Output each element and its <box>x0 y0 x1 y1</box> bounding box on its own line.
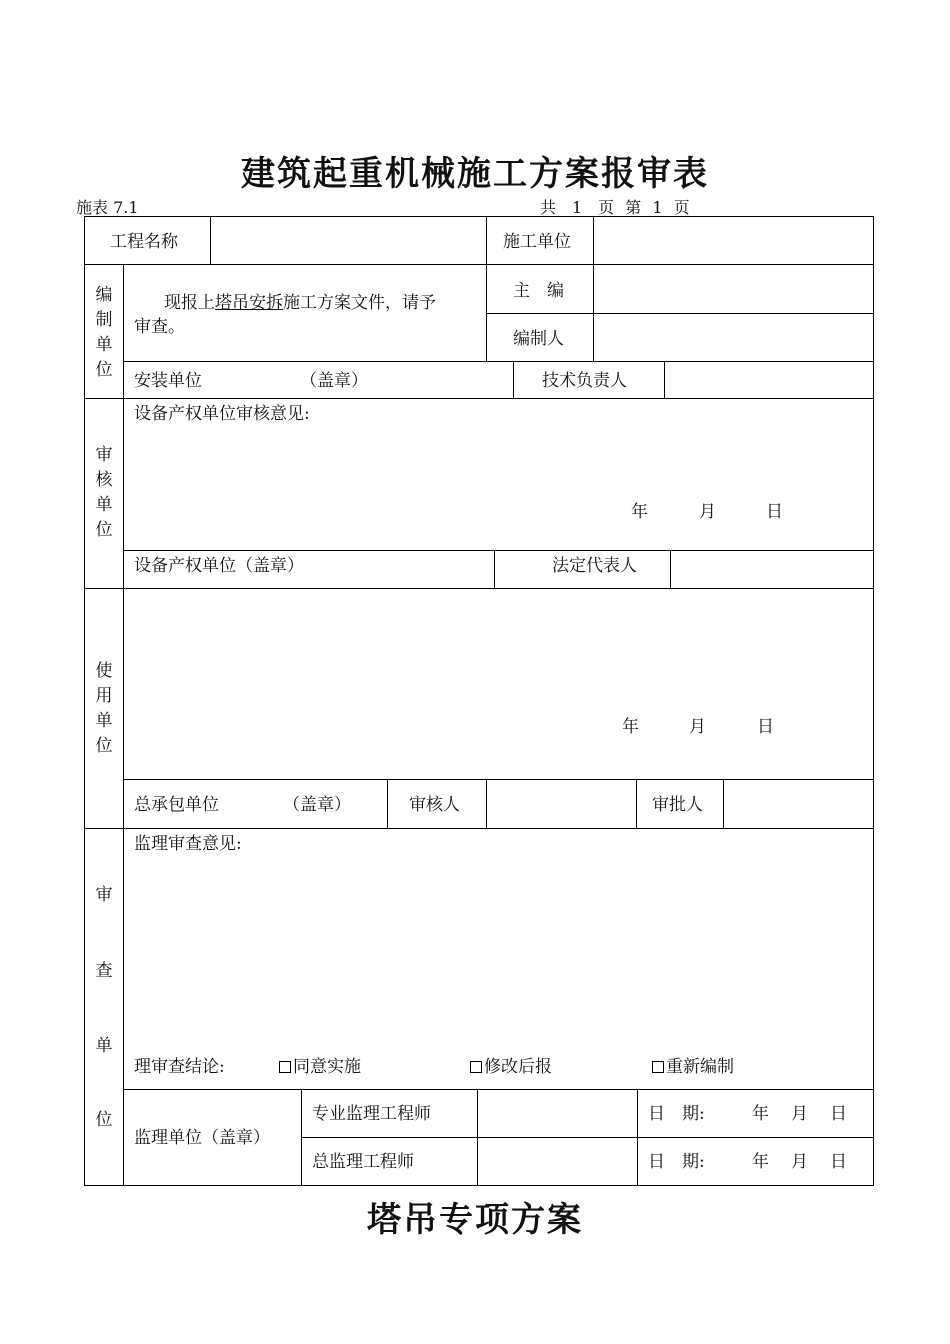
option-revise[interactable]: 修改后报 <box>470 1057 552 1077</box>
reviewer-label: 审核人 <box>409 795 460 815</box>
owner-opinion-label: 设备产权单位审核意见: <box>134 404 310 424</box>
option-agree[interactable]: 同意实施 <box>279 1057 361 1077</box>
editor-label: 编制人 <box>513 329 564 349</box>
specialist-date-label: 日 期: <box>648 1104 705 1124</box>
review-date-month: 月 <box>699 502 716 522</box>
chief-date-day: 日 <box>830 1152 847 1172</box>
supervision-side-char-1: 审 <box>95 885 113 905</box>
page-info: 共 1 页 第 1 页 <box>540 198 690 217</box>
user-date-month: 月 <box>689 717 706 737</box>
specialist-date-month: 月 <box>791 1104 808 1124</box>
construction-unit-label: 施工单位 <box>503 232 571 252</box>
scheme-name: 塔吊安拆 <box>215 293 283 313</box>
review-unit-side-label: 审 核 单 位 <box>95 445 113 540</box>
supervision-unit-seal-label: 监理单位（盖章） <box>134 1128 270 1148</box>
review-date-year: 年 <box>631 502 648 522</box>
general-contractor-seal-label: （盖章） <box>283 795 351 815</box>
supervision-opinion-label: 监理审查意见: <box>134 834 242 854</box>
agree-checkbox[interactable] <box>279 1061 291 1073</box>
chief-editor-label: 主 编 <box>513 281 564 301</box>
supervision-side-char-3: 单 <box>95 1036 113 1056</box>
owner-unit-seal-label: 设备产权单位（盖章） <box>134 556 304 576</box>
option-redo[interactable]: 重新编制 <box>652 1057 734 1077</box>
legal-rep-label: 法定代表人 <box>552 556 637 576</box>
supervision-side-char-2: 查 <box>95 961 113 981</box>
supervision-side-char-4: 位 <box>95 1110 113 1130</box>
revise-checkbox[interactable] <box>470 1061 482 1073</box>
compile-unit-side-label: 编 制 单 位 <box>95 285 113 380</box>
chief-date-label: 日 期: <box>648 1152 705 1172</box>
general-contractor-label: 总承包单位 <box>134 795 219 815</box>
footer-title: 塔吊专项方案 <box>367 1200 583 1240</box>
project-name-label: 工程名称 <box>110 232 178 252</box>
form-number: 施表 7.1 <box>76 198 139 217</box>
chief-date-year: 年 <box>752 1152 769 1172</box>
redo-checkbox[interactable] <box>652 1061 664 1073</box>
install-unit-seal-label: （盖章） <box>300 371 368 391</box>
chief-engineer-label: 总监理工程师 <box>312 1152 414 1172</box>
specialist-date-year: 年 <box>752 1104 769 1124</box>
user-unit-side-label: 使 用 单 位 <box>95 661 113 756</box>
user-date-day: 日 <box>757 717 774 737</box>
user-date-year: 年 <box>622 717 639 737</box>
document-title: 建筑起重机械施工方案报审表 <box>241 154 709 194</box>
review-date-day: 日 <box>766 502 783 522</box>
chief-date-month: 月 <box>791 1152 808 1172</box>
install-unit-label: 安装单位 <box>134 371 202 391</box>
submission-statement-line2: 审查。 <box>134 317 185 337</box>
approver-label: 审批人 <box>652 795 703 815</box>
submission-statement: 现报上塔吊安拆施工方案文件，请予 <box>164 293 436 313</box>
specialist-engineer-label: 专业监理工程师 <box>312 1104 431 1124</box>
tech-lead-label: 技术负责人 <box>542 371 627 391</box>
specialist-date-day: 日 <box>830 1104 847 1124</box>
conclusion-label: 理审查结论: <box>134 1057 225 1077</box>
